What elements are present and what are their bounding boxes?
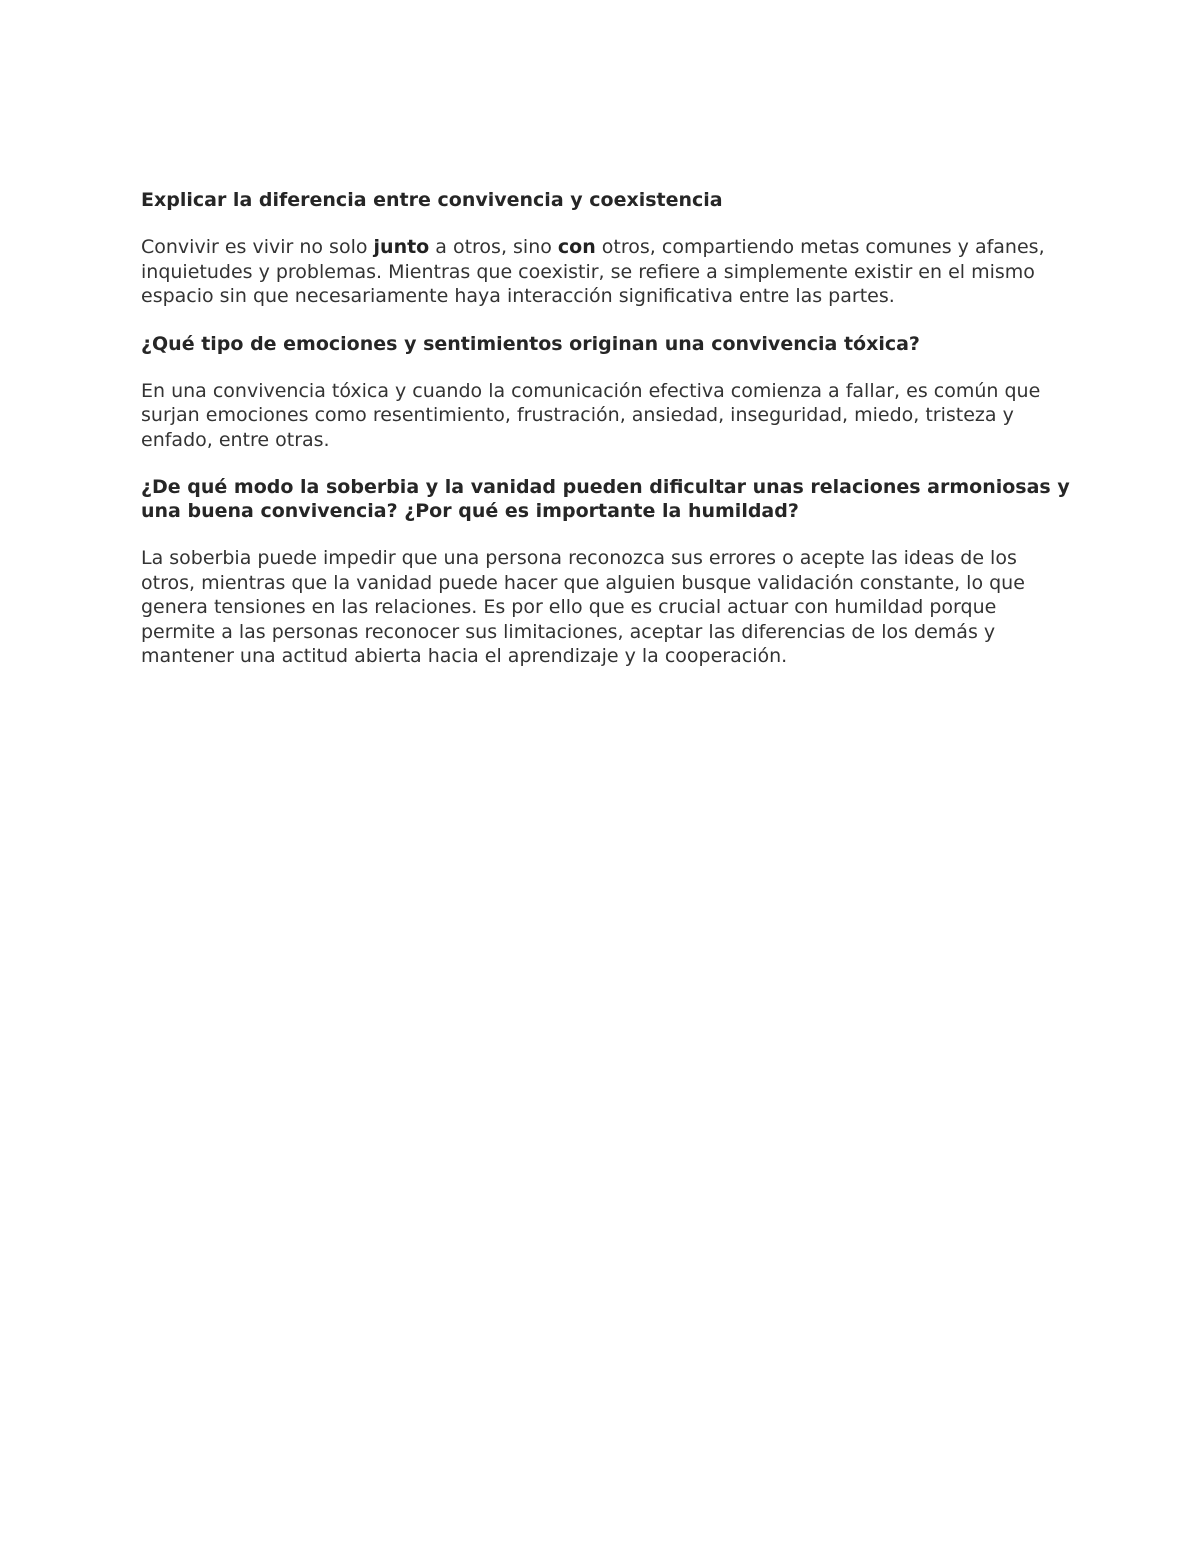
section-heading-1: Explicar la diferencia entre convivencia y coexistencia: [141, 189, 723, 211]
section-heading-3: ¿De qué modo la soberbia y la vanidad pueden dificultar unas relaciones armoniosas y una buena convivencia? ¿Por qué es importante la humildad?: [141, 476, 1070, 522]
paragraph-text: Convivir es vivir no solo: [141, 236, 374, 258]
section-heading-2: ¿Qué tipo de emociones y sentimientos originan una convivencia tóxica?: [141, 332, 920, 355]
paragraph-text: a otros, sino: [429, 236, 558, 258]
section-paragraph-1: [141, 235, 1071, 309]
bold-word-junto: junto: [373, 236, 430, 258]
bold-word-con: con: [557, 236, 596, 258]
section-paragraph-3: La soberbia puede impedir que una persona reconozca sus errores o acepte las ideas de los otros, mientras que la vanidad puede hacer que alguien busque validación constante, lo que genera tensiones en las relaciones. Es por ello que es crucial actuar con humildad porque permite a las personas reconocer sus limitaciones, aceptar las diferencias de los demás y mantener una actitud abierta hacia el aprendizaje y la cooperación.: [141, 547, 1025, 667]
section-paragraph-2: En una convivencia tóxica y cuando la comunicación efectiva comienza a fallar, es común que surjan emociones como resentimiento, frustración, ansiedad, inseguridad, miedo, tristeza y enfado, entre otras.: [141, 379, 1041, 451]
document-page: [141, 188, 1071, 692]
paragraph-text: otros, compartiendo metas comunes y afanes, inquietudes y problemas. Mientras que coexistir, se refiere a simplemente existir en el mismo espacio sin que necesariamente haya interacción significativa entre las partes.: [141, 236, 1045, 307]
